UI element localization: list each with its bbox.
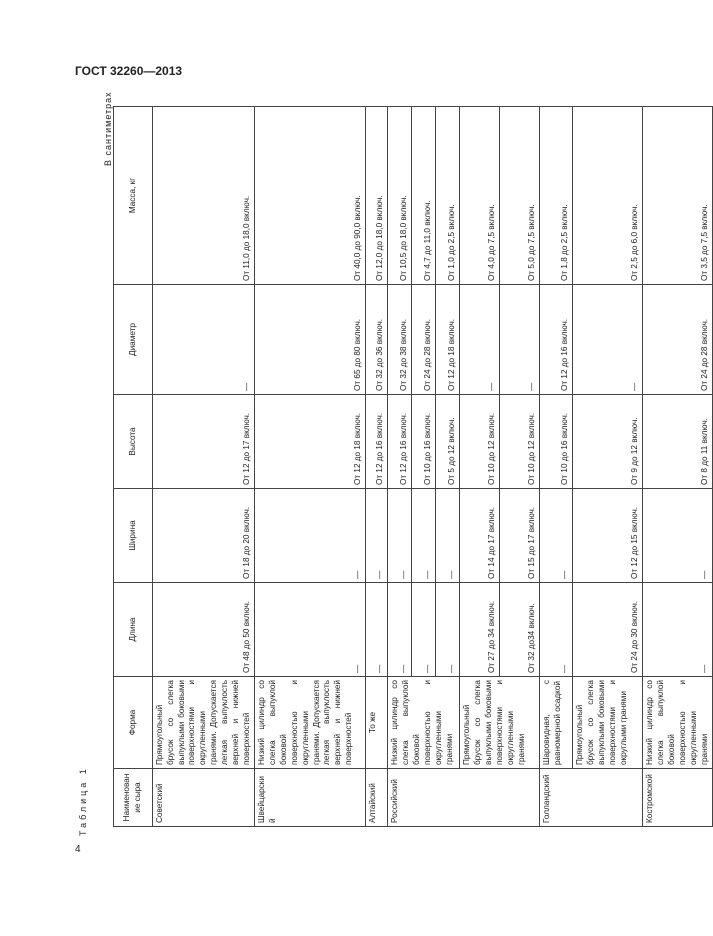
cell-length: От 48 до 50 включ.: [153, 583, 255, 677]
cell-height: От 10 до 16 включ.: [540, 395, 573, 489]
cell-name: Российский: [388, 769, 540, 827]
cell-width: От 15 до 17 включ.: [500, 489, 540, 583]
cell-diameter: —: [500, 285, 540, 395]
cell-name: Костромской: [643, 769, 713, 827]
cell-mass: От 4,0 до 7,5 включ.: [460, 107, 500, 285]
cell-form: Низкий цилиндр со слегка выпуклой боковой поверхностью и округленными гранями. Допускается легкая выпуклость верхней и нижней поверхностей: [255, 677, 366, 769]
cell-form: Прямоугольный брусок со слегка выпуклыми боковыми поверхностями и округленными гранями: [460, 677, 540, 769]
cell-length: От 27 до 34 включ.: [460, 583, 500, 677]
cell-mass: От 4,7 до 11,0 включ.: [412, 107, 436, 285]
table-row: [540, 107, 573, 827]
cell-diameter: —: [460, 285, 500, 395]
cell-width: —: [255, 489, 366, 583]
cell-width: —: [540, 489, 573, 583]
cell-name: Советский: [153, 769, 255, 827]
cell-height: От 9 до 12 включ.: [573, 395, 643, 489]
cell-height: От 10 до 12 включ.: [500, 395, 540, 489]
cell-height: От 10 до 16 включ.: [412, 395, 436, 489]
cell-mass: От 10,5 до 18,0 включ.: [388, 107, 412, 285]
table-row: [153, 107, 255, 827]
column-header-length: Длина: [114, 583, 153, 677]
cell-form: То же: [366, 677, 388, 769]
cell-width: От 18 до 20 включ.: [153, 489, 255, 583]
cell-diameter: От 24 до 28 включ.: [643, 285, 713, 395]
cell-width: —: [412, 489, 436, 583]
table-row: [460, 107, 500, 827]
column-header-diameter: Диаметр: [114, 285, 153, 395]
rotated-table-wrapper: [113, 107, 709, 827]
cell-length: От 32 до34 включ.: [500, 583, 540, 677]
cell-height: От 8 до 11 включ.: [643, 395, 713, 489]
cell-length: —: [412, 583, 436, 677]
column-header-mass: Масса, кг: [114, 107, 153, 285]
cell-width: От 14 до 17 включ.: [460, 489, 500, 583]
cell-mass: От 40,0 до 90,0 включ.: [255, 107, 366, 285]
cell-name: Швейцарский: [255, 769, 366, 827]
page-number: 4: [75, 844, 81, 855]
cell-name: Алтайский: [366, 769, 388, 827]
cell-length: —: [643, 583, 713, 677]
column-header-width: Ширина: [114, 489, 153, 583]
table-header-row: [114, 107, 153, 827]
cell-form: Низкий цилиндр со слегка выпуклой боковой поверхностью и округленными гранями: [643, 677, 713, 769]
cell-length: —: [436, 583, 460, 677]
cell-mass: От 5,0 до 7,5 включ.: [500, 107, 540, 285]
cell-width: —: [388, 489, 412, 583]
column-header-name: Наименование сыра: [114, 769, 153, 827]
cell-length: —: [255, 583, 366, 677]
cell-diameter: От 32 до 36 включ.: [366, 285, 388, 395]
cell-height: От 10 до 12 включ.: [460, 395, 500, 489]
cell-height: От 12 до 18 включ.: [255, 395, 366, 489]
cell-length: —: [388, 583, 412, 677]
document-header: ГОСТ 32260—2013: [75, 64, 183, 78]
cell-diameter: От 65 до 80 включ.: [255, 285, 366, 395]
table-caption: Таблица 1: [78, 766, 88, 836]
cell-height: От 12 до 16 включ.: [366, 395, 388, 489]
cell-height: От 5 до 12 включ.: [436, 395, 460, 489]
cell-diameter: От 32 до 38 включ.: [388, 285, 412, 395]
cell-length: От 24 до 30 включ.: [573, 583, 643, 677]
cell-diameter: —: [573, 285, 643, 395]
table-units: В сантиметрах: [103, 91, 113, 166]
cell-diameter: От 24 до 28 включ.: [412, 285, 436, 395]
cell-length: —: [540, 583, 573, 677]
cell-diameter: От 12 до 18 включ.: [436, 285, 460, 395]
cell-mass: От 2,5 до 6,0 включ.: [573, 107, 643, 285]
cell-form: Прямоугольный брусок со слегка выпуклыми боковыми поверхностями и округленными гранями. Допускается легкая выпуклость верхней и нижней поверхностей: [153, 677, 255, 769]
cell-height: От 12 до 16 включ.: [388, 395, 412, 489]
cell-mass: От 1,0 до 2,5 включ.: [436, 107, 460, 285]
table-row: [573, 107, 643, 827]
cell-form: Прямоугольный брусок со слегка выпуклыми боковыми поверхностями и округлыми гранями: [573, 677, 643, 769]
cell-mass: От 12,0 до 18,0 включ.: [366, 107, 388, 285]
cell-width: —: [436, 489, 460, 583]
cell-width: —: [643, 489, 713, 583]
cell-diameter: —: [153, 285, 255, 395]
cell-mass: От 1,8 до 2,5 включ.: [540, 107, 573, 285]
cell-form: Низкий цилиндр со слегка выпуклой боковой поверхностью и округленными гранями: [388, 677, 460, 769]
table-row: [255, 107, 366, 827]
cell-name: Голландский: [540, 769, 643, 827]
column-header-form: Форма: [114, 677, 153, 769]
cheese-table: [113, 106, 713, 827]
table-row: [388, 107, 412, 827]
cell-width: —: [366, 489, 388, 583]
table-row: [643, 107, 713, 827]
column-header-height: Высота: [114, 395, 153, 489]
cell-length: —: [366, 583, 388, 677]
cell-mass: От 11,0 до 18,0 включ.: [153, 107, 255, 285]
cell-width: От 12 до 15 включ.: [573, 489, 643, 583]
table-row: [366, 107, 388, 827]
cell-form: Шаровидная, с равномерной осадкой: [540, 677, 573, 769]
cell-height: От 12 до 17 включ.: [153, 395, 255, 489]
cell-diameter: От 12 до 16 включ.: [540, 285, 573, 395]
cell-mass: От 3,5 до 7,5 включ.: [643, 107, 713, 285]
